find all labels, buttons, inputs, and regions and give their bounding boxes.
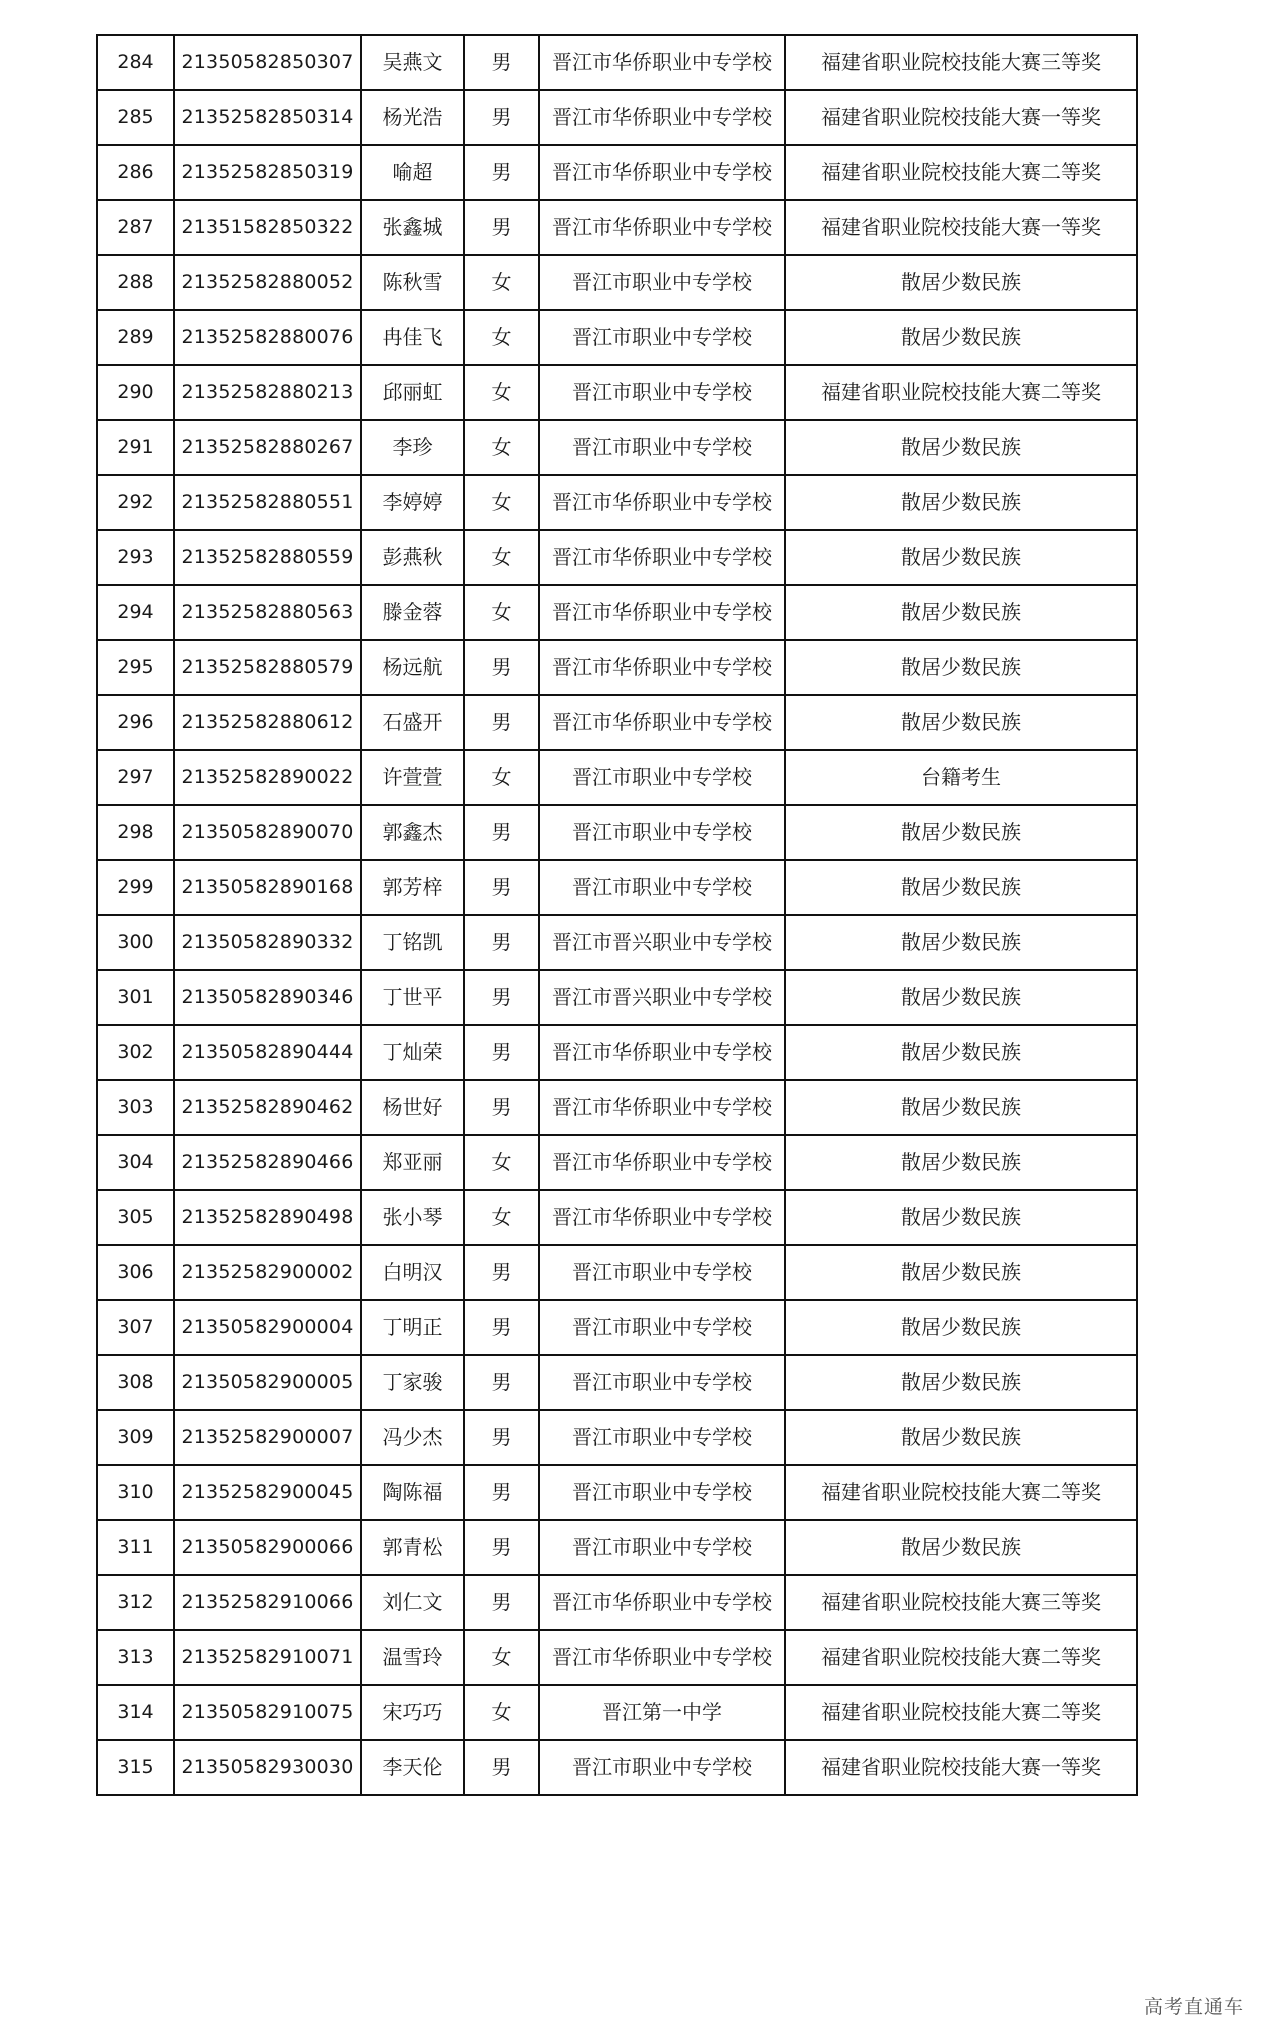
id-cell: 21352582900045: [174, 1465, 361, 1520]
school-cell: 晋江市职业中专学校: [539, 365, 785, 420]
remark-cell: 散居少数民族: [785, 1355, 1137, 1410]
school-cell: 晋江市华侨职业中专学校: [539, 145, 785, 200]
name-cell: 白明汉: [361, 1245, 464, 1300]
remark-cell: 福建省职业院校技能大赛二等奖: [785, 145, 1137, 200]
name-cell: 郭芳梓: [361, 860, 464, 915]
remark-cell: 散居少数民族: [785, 530, 1137, 585]
gender-cell: 男: [464, 640, 539, 695]
table-row: [97, 1740, 1137, 1795]
gender-cell: 男: [464, 35, 539, 90]
school-cell: 晋江第一中学: [539, 1685, 785, 1740]
table-row: [97, 1630, 1137, 1685]
id-cell: 21352582880551: [174, 475, 361, 530]
seq-cell: 296: [97, 695, 174, 750]
school-cell: 晋江市晋兴职业中专学校: [539, 970, 785, 1025]
table-row: [97, 1520, 1137, 1575]
seq-cell: 301: [97, 970, 174, 1025]
gender-cell: 女: [464, 365, 539, 420]
seq-cell: 308: [97, 1355, 174, 1410]
school-cell: 晋江市职业中专学校: [539, 1245, 785, 1300]
seq-cell: 309: [97, 1410, 174, 1465]
seq-cell: 287: [97, 200, 174, 255]
name-cell: 张鑫城: [361, 200, 464, 255]
school-cell: 晋江市职业中专学校: [539, 860, 785, 915]
gender-cell: 女: [464, 585, 539, 640]
id-cell: 21352582880563: [174, 585, 361, 640]
seq-cell: 306: [97, 1245, 174, 1300]
table-row: [97, 585, 1137, 640]
gender-cell: 男: [464, 695, 539, 750]
table-row: [97, 475, 1137, 530]
table-row: [97, 420, 1137, 475]
remark-cell: 散居少数民族: [785, 1520, 1137, 1575]
name-cell: 李珍: [361, 420, 464, 475]
seq-cell: 294: [97, 585, 174, 640]
gender-cell: 女: [464, 1190, 539, 1245]
name-cell: 张小琴: [361, 1190, 464, 1245]
remark-cell: 散居少数民族: [785, 1410, 1137, 1465]
table-row: [97, 640, 1137, 695]
table-row: [97, 915, 1137, 970]
table-row: [97, 200, 1137, 255]
table-row: [97, 1575, 1137, 1630]
name-cell: 李天伦: [361, 1740, 464, 1795]
remark-cell: 散居少数民族: [785, 1245, 1137, 1300]
seq-cell: 304: [97, 1135, 174, 1190]
school-cell: 晋江市华侨职业中专学校: [539, 695, 785, 750]
school-cell: 晋江市华侨职业中专学校: [539, 585, 785, 640]
id-cell: 21352582910071: [174, 1630, 361, 1685]
table-row: [97, 1465, 1137, 1520]
gender-cell: 女: [464, 530, 539, 585]
remark-cell: 散居少数民族: [785, 860, 1137, 915]
remark-cell: 散居少数民族: [785, 805, 1137, 860]
table-row: [97, 145, 1137, 200]
table-row: [97, 1245, 1137, 1300]
school-cell: 晋江市华侨职业中专学校: [539, 90, 785, 145]
id-cell: 21350582900005: [174, 1355, 361, 1410]
remark-cell: 福建省职业院校技能大赛三等奖: [785, 1575, 1137, 1630]
table-row: [97, 805, 1137, 860]
seq-cell: 307: [97, 1300, 174, 1355]
gender-cell: 女: [464, 1685, 539, 1740]
table-row: [97, 1685, 1137, 1740]
school-cell: 晋江市职业中专学校: [539, 1740, 785, 1795]
table-row: [97, 310, 1137, 365]
seq-cell: 313: [97, 1630, 174, 1685]
table-row: [97, 90, 1137, 145]
table-body: [97, 35, 1137, 1795]
gender-cell: 女: [464, 1630, 539, 1685]
remark-cell: 散居少数民族: [785, 310, 1137, 365]
school-cell: 晋江市华侨职业中专学校: [539, 1190, 785, 1245]
gender-cell: 女: [464, 255, 539, 310]
remark-cell: 福建省职业院校技能大赛二等奖: [785, 1465, 1137, 1520]
gender-cell: 男: [464, 90, 539, 145]
table-row: [97, 1300, 1137, 1355]
seq-cell: 288: [97, 255, 174, 310]
remark-cell: 散居少数民族: [785, 1300, 1137, 1355]
id-cell: 21352582910066: [174, 1575, 361, 1630]
name-cell: 郑亚丽: [361, 1135, 464, 1190]
seq-cell: 300: [97, 915, 174, 970]
school-cell: 晋江市职业中专学校: [539, 1465, 785, 1520]
name-cell: 李婷婷: [361, 475, 464, 530]
remark-cell: 散居少数民族: [785, 1135, 1137, 1190]
gender-cell: 男: [464, 805, 539, 860]
seq-cell: 302: [97, 1025, 174, 1080]
school-cell: 晋江市华侨职业中专学校: [539, 475, 785, 530]
school-cell: 晋江市华侨职业中专学校: [539, 35, 785, 90]
id-cell: 21350582890444: [174, 1025, 361, 1080]
remark-cell: 福建省职业院校技能大赛二等奖: [785, 1630, 1137, 1685]
remark-cell: 散居少数民族: [785, 1080, 1137, 1135]
table-row: [97, 970, 1137, 1025]
id-cell: 21350582890168: [174, 860, 361, 915]
seq-cell: 293: [97, 530, 174, 585]
gender-cell: 女: [464, 750, 539, 805]
school-cell: 晋江市华侨职业中专学校: [539, 1575, 785, 1630]
name-cell: 宋巧巧: [361, 1685, 464, 1740]
id-cell: 21350582910075: [174, 1685, 361, 1740]
seq-cell: 286: [97, 145, 174, 200]
school-cell: 晋江市职业中专学校: [539, 310, 785, 365]
gender-cell: 男: [464, 970, 539, 1025]
remark-cell: 福建省职业院校技能大赛一等奖: [785, 1740, 1137, 1795]
remark-cell: 散居少数民族: [785, 915, 1137, 970]
candidate-table: [96, 34, 1138, 1796]
id-cell: 21351582850322: [174, 200, 361, 255]
id-cell: 21352582890022: [174, 750, 361, 805]
seq-cell: 303: [97, 1080, 174, 1135]
remark-cell: 福建省职业院校技能大赛二等奖: [785, 1685, 1137, 1740]
watermark: 高考直通车: [1143, 1996, 1244, 2018]
name-cell: 丁家骏: [361, 1355, 464, 1410]
name-cell: 丁明正: [361, 1300, 464, 1355]
gender-cell: 男: [464, 915, 539, 970]
gender-cell: 男: [464, 1575, 539, 1630]
table-row: [97, 255, 1137, 310]
gender-cell: 男: [464, 1465, 539, 1520]
seq-cell: 284: [97, 35, 174, 90]
id-cell: 21352582880612: [174, 695, 361, 750]
name-cell: 吴燕文: [361, 35, 464, 90]
gender-cell: 男: [464, 1520, 539, 1575]
school-cell: 晋江市职业中专学校: [539, 420, 785, 475]
gender-cell: 男: [464, 1355, 539, 1410]
seq-cell: 290: [97, 365, 174, 420]
name-cell: 喻超: [361, 145, 464, 200]
gender-cell: 男: [464, 1080, 539, 1135]
remark-cell: 福建省职业院校技能大赛二等奖: [785, 365, 1137, 420]
name-cell: 冉佳飞: [361, 310, 464, 365]
gender-cell: 男: [464, 1025, 539, 1080]
seq-cell: 314: [97, 1685, 174, 1740]
id-cell: 21350582890332: [174, 915, 361, 970]
school-cell: 晋江市华侨职业中专学校: [539, 1080, 785, 1135]
table-row: [97, 1410, 1137, 1465]
school-cell: 晋江市华侨职业中专学校: [539, 1630, 785, 1685]
name-cell: 杨世好: [361, 1080, 464, 1135]
table-row: [97, 365, 1137, 420]
id-cell: 21352582880213: [174, 365, 361, 420]
remark-cell: 福建省职业院校技能大赛三等奖: [785, 35, 1137, 90]
remark-cell: 散居少数民族: [785, 1025, 1137, 1080]
seq-cell: 315: [97, 1740, 174, 1795]
remark-cell: 散居少数民族: [785, 1190, 1137, 1245]
id-cell: 21352582890466: [174, 1135, 361, 1190]
id-cell: 21352582850314: [174, 90, 361, 145]
gender-cell: 男: [464, 1300, 539, 1355]
table-row: [97, 530, 1137, 585]
school-cell: 晋江市职业中专学校: [539, 1410, 785, 1465]
school-cell: 晋江市晋兴职业中专学校: [539, 915, 785, 970]
school-cell: 晋江市职业中专学校: [539, 1355, 785, 1410]
remark-cell: 福建省职业院校技能大赛一等奖: [785, 200, 1137, 255]
table-row: [97, 1190, 1137, 1245]
name-cell: 陶陈福: [361, 1465, 464, 1520]
school-cell: 晋江市职业中专学校: [539, 255, 785, 310]
name-cell: 杨光浩: [361, 90, 464, 145]
remark-cell: 散居少数民族: [785, 420, 1137, 475]
id-cell: 21352582900007: [174, 1410, 361, 1465]
name-cell: 丁灿荣: [361, 1025, 464, 1080]
gender-cell: 男: [464, 1245, 539, 1300]
id-cell: 21352582900002: [174, 1245, 361, 1300]
gender-cell: 男: [464, 145, 539, 200]
school-cell: 晋江市职业中专学校: [539, 750, 785, 805]
id-cell: 21352582850319: [174, 145, 361, 200]
name-cell: 刘仁文: [361, 1575, 464, 1630]
school-cell: 晋江市华侨职业中专学校: [539, 1025, 785, 1080]
id-cell: 21352582890498: [174, 1190, 361, 1245]
seq-cell: 311: [97, 1520, 174, 1575]
table-row: [97, 1080, 1137, 1135]
seq-cell: 310: [97, 1465, 174, 1520]
name-cell: 许萱萱: [361, 750, 464, 805]
id-cell: 21352582880076: [174, 310, 361, 365]
remark-cell: 散居少数民族: [785, 695, 1137, 750]
id-cell: 21352582890462: [174, 1080, 361, 1135]
gender-cell: 女: [464, 310, 539, 365]
school-cell: 晋江市华侨职业中专学校: [539, 530, 785, 585]
remark-cell: 散居少数民族: [785, 640, 1137, 695]
seq-cell: 299: [97, 860, 174, 915]
remark-cell: 散居少数民族: [785, 585, 1137, 640]
gender-cell: 女: [464, 1135, 539, 1190]
table-row: [97, 695, 1137, 750]
id-cell: 21350582930030: [174, 1740, 361, 1795]
remark-cell: 散居少数民族: [785, 475, 1137, 530]
seq-cell: 291: [97, 420, 174, 475]
table-row: [97, 750, 1137, 805]
name-cell: 冯少杰: [361, 1410, 464, 1465]
table-row: [97, 1135, 1137, 1190]
name-cell: 郭青松: [361, 1520, 464, 1575]
id-cell: 21350582890346: [174, 970, 361, 1025]
table-row: [97, 1025, 1137, 1080]
gender-cell: 女: [464, 475, 539, 530]
table-row: [97, 1355, 1137, 1410]
gender-cell: 男: [464, 1740, 539, 1795]
name-cell: 丁世平: [361, 970, 464, 1025]
seq-cell: 295: [97, 640, 174, 695]
school-cell: 晋江市职业中专学校: [539, 1300, 785, 1355]
id-cell: 21350582900066: [174, 1520, 361, 1575]
seq-cell: 285: [97, 90, 174, 145]
id-cell: 21352582880052: [174, 255, 361, 310]
name-cell: 丁铭凯: [361, 915, 464, 970]
name-cell: 温雪玲: [361, 1630, 464, 1685]
id-cell: 21352582880267: [174, 420, 361, 475]
school-cell: 晋江市华侨职业中专学校: [539, 640, 785, 695]
id-cell: 21350582850307: [174, 35, 361, 90]
table-row: [97, 35, 1137, 90]
remark-cell: 散居少数民族: [785, 970, 1137, 1025]
remark-cell: 台籍考生: [785, 750, 1137, 805]
gender-cell: 男: [464, 860, 539, 915]
name-cell: 滕金蓉: [361, 585, 464, 640]
school-cell: 晋江市华侨职业中专学校: [539, 1135, 785, 1190]
id-cell: 21352582880579: [174, 640, 361, 695]
remark-cell: 散居少数民族: [785, 255, 1137, 310]
seq-cell: 305: [97, 1190, 174, 1245]
id-cell: 21350582890070: [174, 805, 361, 860]
gender-cell: 男: [464, 1410, 539, 1465]
seq-cell: 298: [97, 805, 174, 860]
name-cell: 彭燕秋: [361, 530, 464, 585]
name-cell: 石盛开: [361, 695, 464, 750]
name-cell: 邱丽虹: [361, 365, 464, 420]
school-cell: 晋江市职业中专学校: [539, 1520, 785, 1575]
school-cell: 晋江市华侨职业中专学校: [539, 200, 785, 255]
seq-cell: 292: [97, 475, 174, 530]
school-cell: 晋江市职业中专学校: [539, 805, 785, 860]
name-cell: 郭鑫杰: [361, 805, 464, 860]
seq-cell: 289: [97, 310, 174, 365]
seq-cell: 297: [97, 750, 174, 805]
name-cell: 陈秋雪: [361, 255, 464, 310]
gender-cell: 女: [464, 420, 539, 475]
gender-cell: 男: [464, 200, 539, 255]
id-cell: 21352582880559: [174, 530, 361, 585]
seq-cell: 312: [97, 1575, 174, 1630]
table-row: [97, 860, 1137, 915]
remark-cell: 福建省职业院校技能大赛一等奖: [785, 90, 1137, 145]
name-cell: 杨远航: [361, 640, 464, 695]
id-cell: 21350582900004: [174, 1300, 361, 1355]
